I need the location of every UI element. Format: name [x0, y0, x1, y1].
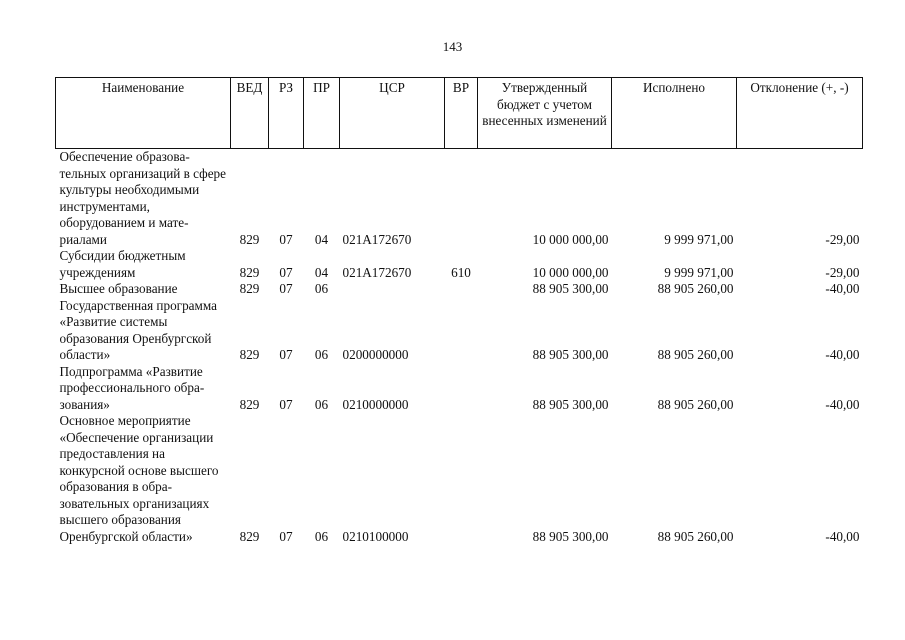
table-row: [56, 413, 863, 545]
table-row: [56, 248, 863, 281]
row-rz: 07: [279, 231, 293, 247]
row-pr: 06: [314, 396, 329, 412]
row-vr: [445, 298, 478, 364]
header-name: Наименование: [56, 78, 231, 149]
budget-table: [55, 77, 863, 545]
row-budget: 10 000 000,00: [532, 264, 609, 280]
row-budget: 88 905 300,00: [532, 528, 609, 544]
table-header-row: [56, 78, 863, 149]
header-pr: ПР: [304, 78, 340, 149]
row-rz: 07: [279, 281, 293, 296]
row-budget: 88 905 300,00: [532, 281, 609, 296]
row-vr: [445, 281, 478, 298]
row-deviation: -40,00: [825, 396, 860, 412]
row-pr: 04: [314, 231, 329, 247]
row-rz: 07: [279, 396, 293, 412]
row-csr: 0210100000: [342, 528, 409, 544]
row-csr: [340, 281, 445, 298]
row-pr: 06: [314, 347, 329, 362]
row-ved: 829: [239, 264, 260, 280]
row-ved: 829: [239, 528, 260, 544]
row-deviation: -40,00: [825, 528, 860, 544]
table-row: [56, 364, 863, 414]
row-csr: 021A172670: [342, 231, 412, 247]
row-ved: 829: [239, 231, 260, 247]
row-deviation: -29,00: [825, 264, 860, 280]
row-name: Подпрограмма «Развитие профессионального образования»: [59, 363, 205, 412]
row-deviation: -29,00: [825, 231, 860, 247]
row-deviation: -40,00: [825, 347, 860, 362]
row-csr: 0200000000: [342, 347, 409, 362]
row-executed: 9 999 971,00: [664, 264, 734, 280]
row-csr: 021A172670: [342, 264, 412, 280]
row-csr: 0210000000: [342, 396, 409, 412]
row-deviation: -40,00: [825, 281, 860, 296]
row-name: Основное мероприятие «Обеспечение организации предоставления на конкурсной основе высшего образования в образовательных организациях высшего образования Оренбургской области»: [59, 413, 219, 544]
row-rz: 07: [279, 347, 293, 362]
page-number: 143: [442, 39, 463, 54]
row-executed: 88 905 260,00: [657, 528, 734, 544]
row-ved: 829: [239, 281, 260, 296]
row-pr: 06: [314, 281, 329, 296]
header-vr: ВР: [445, 78, 478, 149]
row-rz: 07: [279, 528, 293, 544]
table-row: [56, 298, 863, 364]
header-executed: Исполнено: [612, 78, 737, 149]
row-name: Государственная программа «Развитие системы образования Оренбургской области»: [59, 297, 217, 362]
row-name: Высшее образование: [59, 281, 178, 296]
row-rz: 07: [279, 264, 293, 280]
row-pr: 04: [314, 264, 329, 280]
header-deviation: Отклонение (+, -): [737, 78, 863, 149]
row-budget: 88 905 300,00: [532, 396, 609, 412]
row-ved: 829: [239, 347, 260, 362]
row-budget: 10 000 000,00: [532, 231, 609, 247]
row-vr: [445, 364, 478, 414]
row-vr: [445, 413, 478, 545]
row-name: Субсидии бюджетным учреждениям: [59, 248, 186, 280]
row-executed: 9 999 971,00: [664, 231, 734, 247]
table-row: [56, 149, 863, 249]
row-name: Обеспечение образовательных организаций в сфере культуры необходимыми инструментами, оборудованием и материалами: [59, 149, 226, 247]
row-executed: 88 905 260,00: [657, 281, 734, 296]
row-vr: 610: [451, 264, 471, 280]
row-executed: 88 905 260,00: [657, 347, 734, 362]
header-budget: Утвержденный бюджет с учетом внесенных изменений: [478, 78, 612, 149]
row-executed: 88 905 260,00: [657, 396, 734, 412]
table-row: [56, 281, 863, 298]
header-csr: ЦСР: [340, 78, 445, 149]
header-ved: ВЕД: [231, 78, 269, 149]
header-rz: РЗ: [269, 78, 304, 149]
row-pr: 06: [314, 528, 329, 544]
row-budget: 88 905 300,00: [532, 347, 609, 362]
row-ved: 829: [239, 396, 260, 412]
row-vr: [445, 149, 478, 249]
